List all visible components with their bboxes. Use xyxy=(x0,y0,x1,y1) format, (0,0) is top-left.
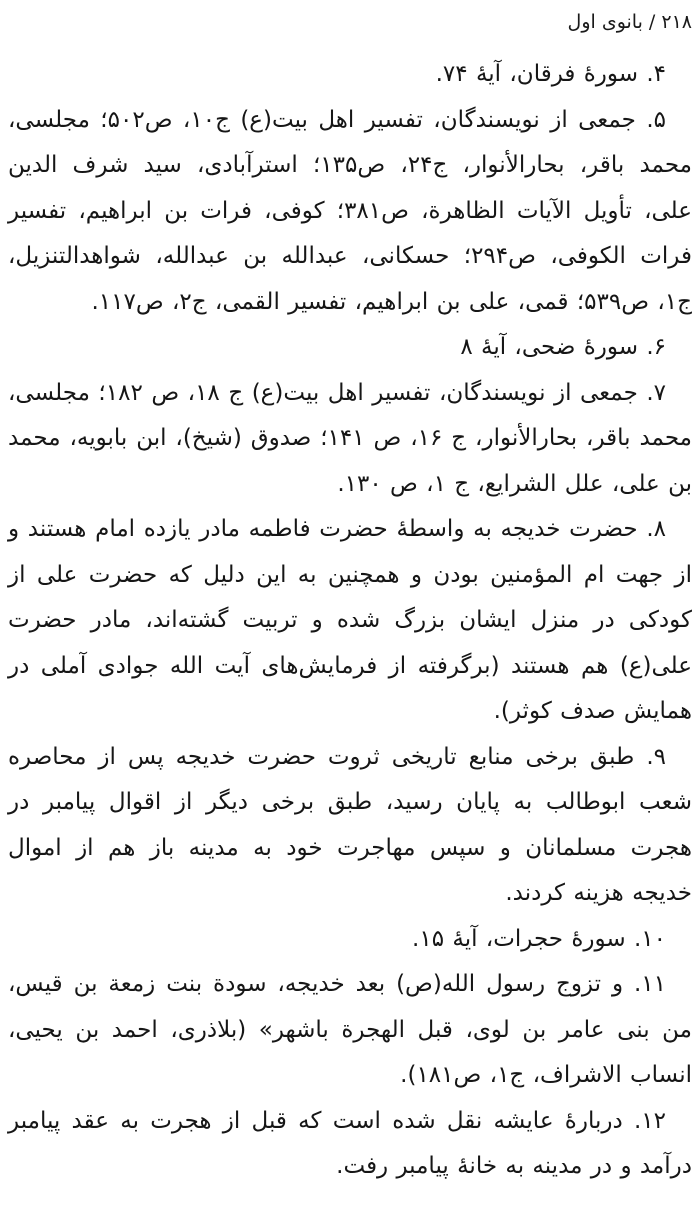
endnotes-section xyxy=(8,52,692,1190)
endnote-8: ۸. حضرت خدیجه به واسطهٔ حضرت فاطمه مادر یازده امام هستند و از جهت ام المؤمنین بودن و همچنین به این دلیل که حضرت علی از کودکی در منزل ایشان بزرگ شده و تربیت گشته‌اند، مادر حضرت علی(ع) هم هستند (برگرفته از فرمایش‌های آیت الله جوادی آملی در همایش صدف کوثر). xyxy=(8,516,692,724)
running-head-text: ۲۱۸ / بانوی اول xyxy=(567,11,692,33)
endnote-12: ۱۲. دربارهٔ عایشه نقل شده است که قبل از هجرت به عقد پیامبر درآمد و در مدینه به خانهٔ پیامبر رفت. xyxy=(8,1107,692,1179)
endnote-6: ۶. سورهٔ ضحی، آیهٔ ۸ xyxy=(460,334,666,360)
endnote-5: ۵. جمعی از نویسندگان، تفسیر اهل بیت(ع) ج۱۰، ص۵۰۲؛ مجلسی، محمد باقر، بحارالأنوار، ج۲۴، ص۱۳۵؛ استرآبادی، سید شرف الدین علی، تأویل الآیات الظاهرة، ص۳۸۱؛ کوفی، فرات بن ابراهیم، تفسیر فرات الکوفی، ص۲۹۴؛ حسکانی، عبدالله بن عبدالله، شواهدالتنزیل، ج۱، ص۵۳۹؛ قمی، علی بن ابراهیم، تفسیر القمی، ج۲، ص۱۱۷. xyxy=(8,106,693,315)
endnote-11: ۱۱. و تزوج رسول الله(ص) بعد خدیجه، سودة بنت زمعة بن قیس، من بنی عامر بن لوی، قبل الهجرة باشهر» (بلاذری، احمد بن یحیی، انساب الاشراف، ج۱، ص۱۸۱). xyxy=(8,971,692,1088)
running-head xyxy=(8,5,692,39)
endnote-9: ۹. طبق برخی منابع تاریخی ثروت حضرت خدیجه پس از محاصره شعب ابوطالب به پایان رسید، طبق برخی دیگر از اقوال پیامبر در هجرت مسلمانان و سپس مهاجرت خود به مدینه باز هم از اموال خدیجه هزینه کردند. xyxy=(8,743,692,906)
endnote-4: ۴. سورهٔ فرقان، آیهٔ ۷۴. xyxy=(435,61,666,87)
endnote-7: ۷. جمعی از نویسندگان، تفسیر اهل بیت(ع) ج ۱۸، ص ۱۸۲؛ مجلسی، محمد باقر، بحارالأنوار، ج ۱۶، ص ۱۴۱؛ صدوق (شیخ)، ابن بابویه، محمد بن علی، علل الشرایع، ج ۱، ص ۱۳۰. xyxy=(8,379,692,497)
endnote-10: ۱۰. سورهٔ حجرات، آیهٔ ۱۵. xyxy=(412,925,666,952)
